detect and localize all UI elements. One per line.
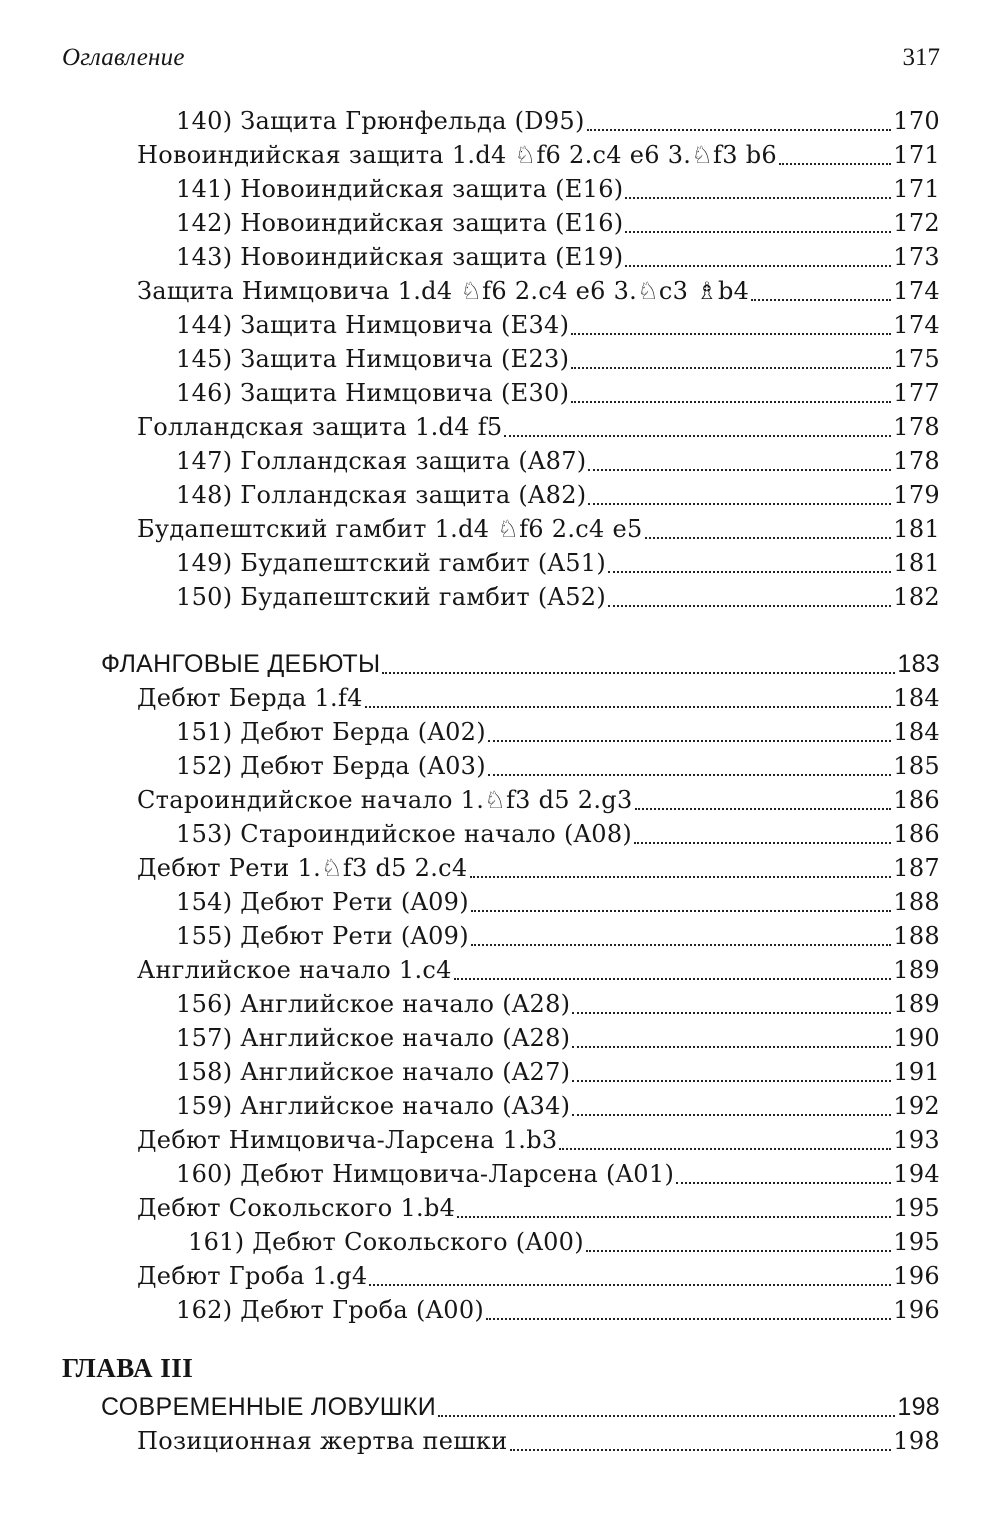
toc-opening-entry — [137, 851, 940, 885]
toc-entry-page: 188 — [893, 922, 940, 950]
toc-entry-title: Позиционная жертва пешки — [137, 1427, 508, 1455]
toc-entry-page: 182 — [893, 583, 940, 611]
toc-entry-title: 154) Дебют Рети (A09) — [176, 888, 469, 916]
dot-leader — [635, 808, 892, 810]
toc-entry-page: 188 — [893, 888, 940, 916]
toc-entry-title: Дебют Гроба 1.g4 — [137, 1262, 368, 1290]
toc-game-entry — [176, 580, 940, 614]
toc-game-entry — [176, 546, 940, 580]
toc-game-entry — [176, 919, 940, 953]
toc-opening-entry — [137, 138, 940, 172]
dot-leader — [571, 333, 891, 335]
toc-entry-page: 186 — [893, 820, 940, 848]
toc-game-entry — [176, 308, 940, 342]
dot-leader — [625, 231, 891, 233]
toc-opening-entry — [137, 274, 940, 308]
toc-entry-title: Английское начало 1.c4 — [137, 956, 452, 984]
toc-entry-page: 198 — [897, 1393, 940, 1421]
dot-leader — [471, 944, 891, 946]
dot-leader — [571, 401, 891, 403]
toc-entry-title: 162) Дебют Гроба (A00) — [176, 1296, 485, 1324]
toc-game-entry — [176, 1021, 940, 1055]
toc-entry-title: 141) Новоиндийская защита (E16) — [176, 175, 624, 203]
toc-entry-title: 142) Новоиндийская защита (E16) — [176, 209, 624, 237]
toc-opening-entry — [137, 1424, 940, 1458]
toc-entry-page: 192 — [893, 1092, 940, 1120]
dot-leader — [438, 1415, 895, 1417]
toc-opening-entry — [137, 410, 940, 444]
toc-game-entry — [176, 104, 940, 138]
toc-entry-title: Дебют Берда 1.f4 — [137, 684, 363, 712]
toc-entry-page: 185 — [893, 752, 940, 780]
toc-entry-title: Дебют Сокольского 1.b4 — [137, 1194, 456, 1222]
dot-leader — [572, 1012, 891, 1014]
running-header-page-number: 317 — [902, 44, 940, 71]
toc-entry-title: 143) Новоиндийская защита (E19) — [176, 243, 624, 271]
toc-entry-page: 174 — [893, 277, 940, 305]
dot-leader — [572, 1114, 891, 1116]
toc-entry-page: 179 — [893, 481, 940, 509]
toc-entry-page: 172 — [893, 209, 940, 237]
dot-leader — [608, 571, 891, 573]
dot-leader — [572, 1080, 891, 1082]
toc-entry-title: 155) Дебют Рети (A09) — [176, 922, 469, 950]
toc-entry-page: 171 — [893, 141, 940, 169]
toc-game-entry — [176, 172, 940, 206]
toc-game-entry — [176, 376, 940, 410]
dot-leader — [559, 1148, 891, 1150]
toc-section-entry — [101, 1390, 940, 1424]
toc-game-entry — [176, 1157, 940, 1191]
toc-entry-page: 174 — [893, 311, 940, 339]
toc-entry-title: 140) Защита Грюнфельда (D95) — [176, 107, 585, 135]
toc-game-entry — [176, 444, 940, 478]
toc-entry-page: 181 — [893, 549, 940, 577]
toc-entry-title: 153) Староиндийское начало (A08) — [176, 820, 633, 848]
dot-leader — [486, 1318, 891, 1320]
toc-game-entry — [176, 715, 940, 749]
toc-entry-title: СОВРЕМЕННЫЕ ЛОВУШКИ — [101, 1393, 437, 1421]
toc-game-entry — [188, 1225, 940, 1259]
dot-leader — [625, 265, 891, 267]
toc-entry-page: 196 — [893, 1296, 940, 1324]
toc-entry-title: 149) Будапештский гамбит (A51) — [176, 549, 606, 577]
dot-leader — [586, 1250, 891, 1252]
toc-entry-page: 178 — [893, 413, 940, 441]
toc-section-entry — [101, 647, 940, 681]
toc-entry-page: 177 — [893, 379, 940, 407]
toc-opening-entry — [137, 512, 940, 546]
dot-leader — [625, 197, 891, 199]
dot-leader — [504, 435, 891, 437]
toc-entry-title: Дебют Рети 1.♘f3 d5 2.c4 — [137, 854, 468, 882]
toc-game-entry — [176, 478, 940, 512]
toc-game-entry — [176, 817, 940, 851]
dot-leader — [488, 774, 891, 776]
toc-opening-entry — [137, 1123, 940, 1157]
toc-entry-title: Староиндийское начало 1.♘f3 d5 2.g3 — [137, 786, 633, 814]
toc-entry-title: 146) Защита Нимцовича (E30) — [176, 379, 570, 407]
toc-entry-page: 198 — [893, 1427, 940, 1455]
toc-game-entry — [176, 885, 940, 919]
toc-entry-page: 193 — [893, 1126, 940, 1154]
dot-leader — [751, 299, 891, 301]
dot-leader — [369, 1284, 891, 1286]
dot-leader — [571, 367, 891, 369]
toc-entry-page: 191 — [893, 1058, 940, 1086]
dot-leader — [457, 1216, 891, 1218]
dot-leader — [676, 1182, 891, 1184]
dot-leader — [645, 537, 892, 539]
toc-entry-title: 159) Английское начало (A34) — [176, 1092, 571, 1120]
dot-leader — [587, 129, 892, 131]
toc-game-entry — [176, 206, 940, 240]
toc-opening-entry — [137, 681, 940, 715]
toc-entry-title: Дебют Нимцовича-Ларсена 1.b3 — [137, 1126, 558, 1154]
toc-game-entry — [176, 1293, 940, 1327]
dot-leader — [634, 842, 891, 844]
toc-entry-title: Голландская защита 1.d4 f5 — [137, 413, 503, 441]
toc-entry-page: 195 — [893, 1228, 940, 1256]
running-header-title: Оглавление — [62, 44, 185, 71]
toc-game-entry — [176, 749, 940, 783]
toc-entry-page: 173 — [893, 243, 940, 271]
toc-entry-page: 184 — [893, 718, 940, 746]
toc-entry-title: 151) Дебют Берда (A02) — [176, 718, 486, 746]
toc-entry-page: 170 — [893, 107, 940, 135]
dot-leader — [779, 163, 891, 165]
dot-leader — [454, 978, 892, 980]
toc-entry-page: 189 — [893, 990, 940, 1018]
toc-game-entry — [176, 342, 940, 376]
toc-game-entry — [176, 240, 940, 274]
dot-leader — [365, 706, 892, 708]
toc-entry-title: Защита Нимцовича 1.d4 ♘f6 2.c4 e6 3.♘c3 ♗b4 — [137, 277, 750, 305]
toc-entry-page: 195 — [893, 1194, 940, 1222]
toc-game-entry — [176, 987, 940, 1021]
toc-entry-title: Новоиндийская защита 1.d4 ♘f6 2.c4 e6 3.♘f3 b6 — [137, 141, 777, 169]
toc-entry-title: 161) Дебют Сокольского (A00) — [188, 1228, 584, 1256]
toc-entry-title: 144) Защита Нимцовича (E34) — [176, 311, 570, 339]
toc-entry-page: 184 — [893, 684, 940, 712]
toc-entry-page: 190 — [893, 1024, 940, 1052]
toc-entry-page: 178 — [893, 447, 940, 475]
toc-entry-page: 187 — [893, 854, 940, 882]
dot-leader — [608, 605, 891, 607]
toc-game-entry — [176, 1089, 940, 1123]
toc-opening-entry — [137, 783, 940, 817]
toc-entry-title: ФЛАНГОВЫЕ ДЕБЮТЫ — [101, 650, 381, 678]
toc-entry-title: Будапештский гамбит 1.d4 ♘f6 2.c4 e5 — [137, 515, 643, 543]
dot-leader — [382, 672, 895, 674]
toc-entry-page: 181 — [893, 515, 940, 543]
toc-entry-title: 157) Английское начало (A28) — [176, 1024, 571, 1052]
toc-entry-title: 156) Английское начало (A28) — [176, 990, 571, 1018]
dot-leader — [488, 740, 891, 742]
toc-entry-page: 186 — [893, 786, 940, 814]
toc-entry-page: 196 — [893, 1262, 940, 1290]
toc-entry-title: 147) Голландская защита (A87) — [176, 447, 587, 475]
toc-entry-title: 148) Голландская защита (A82) — [176, 481, 587, 509]
toc-game-entry — [176, 1055, 940, 1089]
toc-opening-entry — [137, 1191, 940, 1225]
toc-opening-entry — [137, 1259, 940, 1293]
toc-entry-title: 145) Защита Нимцовича (E23) — [176, 345, 570, 373]
dot-leader — [471, 910, 891, 912]
dot-leader — [588, 469, 891, 471]
toc-entry-title: 158) Английское начало (A27) — [176, 1058, 571, 1086]
dot-leader — [572, 1046, 891, 1048]
toc-entry-title: 150) Будапештский гамбит (A52) — [176, 583, 606, 611]
dot-leader — [510, 1449, 892, 1451]
toc-entry-page: 183 — [897, 650, 940, 678]
toc-entry-page: 171 — [893, 175, 940, 203]
toc-entry-title: 152) Дебют Берда (A03) — [176, 752, 486, 780]
dot-leader — [588, 503, 891, 505]
toc-opening-entry — [137, 953, 940, 987]
toc-entry-page: 194 — [893, 1160, 940, 1188]
chapter-heading: ГЛАВА III — [62, 1353, 194, 1383]
toc-entry-title: 160) Дебют Нимцовича-Ларсена (A01) — [176, 1160, 675, 1188]
toc-entry-page: 189 — [893, 956, 940, 984]
dot-leader — [470, 876, 892, 878]
toc-entry-page: 175 — [893, 345, 940, 373]
